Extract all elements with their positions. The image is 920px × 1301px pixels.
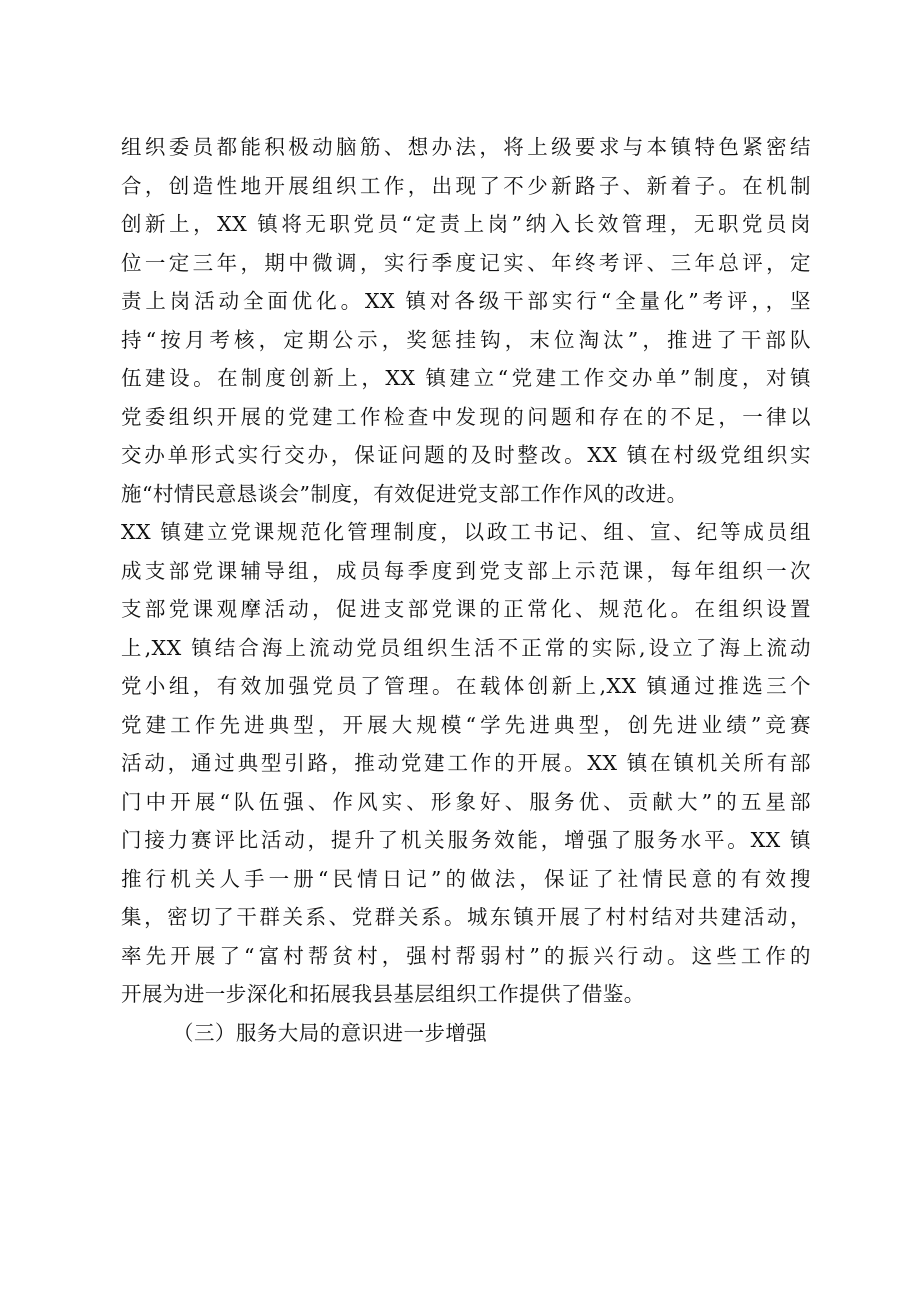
text-line: 创新上，XX 镇将无职党员“定责上岗”纳入长效管理，无职党员岗: [121, 212, 811, 236]
text-line: 集，密切了干群关系、党群关系。城东镇开展了村村结对共建活动，: [121, 905, 811, 929]
text-line: 开展为进一步深化和拓展我县基层组织工作提供了借鉴。: [121, 982, 645, 1006]
text-line: 支部党课观摩活动，促进支部党课的正常化、规范化。在组织设置: [121, 597, 811, 621]
section-heading: （三）服务大局的意识进一步增强: [173, 1020, 488, 1045]
text-line: 成支部党课辅导组，成员每季度到党支部上示范课，每年组织一次: [121, 558, 811, 583]
text-line: 组织委员都能积极动脑筋、想办法，将上级要求与本镇特色紧密结: [121, 135, 811, 159]
text-line: 党委组织开展的党建工作检查中发现的问题和存在的不足，一律以: [121, 404, 811, 429]
text-line: 党小组，有效加强党员了管理。在载体创新上,XX 镇通过推选三个: [121, 674, 811, 698]
text-line: 党建工作先进典型，开展大规模“学先进典型，创先进业绩”竞赛: [121, 712, 811, 737]
text-line: 合，创造性地开展组织工作，出现了不少新路子、新着子。在机制: [121, 173, 811, 198]
text-line: 活动，通过典型引路，推动党建工作的开展。XX 镇在镇机关所有部: [121, 751, 811, 775]
text-line: 上,XX 镇结合海上流动党员组织生活不正常的实际,设立了海上流动: [121, 635, 811, 660]
text-line: 门中开展“队伍强、作风实、形象好、服务优、贡献大”的五星部: [121, 789, 811, 814]
text-line: 伍建设。在制度创新上，XX 镇建立“党建工作交办单”制度，对镇: [121, 366, 811, 390]
body-text: [121, 128, 811, 1052]
text-line: 交办单形式实行交办，保证问题的及时整改。XX 镇在村级党组织实: [121, 443, 811, 467]
text-line: 施“村情民意恳谈会”制度，有效促进党支部工作作风的改进。: [121, 481, 688, 506]
text-line: 责上岗活动全面优化。XX 镇对各级干部实行“全量化”考评，，坚: [121, 289, 811, 313]
text-line: 推行机关人手一册“民情日记”的做法，保证了社情民意的有效搜: [121, 866, 811, 891]
text-line: 持“按月考核，定期公示，奖惩挂钩，末位淘汰”，推进了干部队: [121, 327, 811, 352]
text-line: 率先开展了“富村帮贫村，强村帮弱村”的振兴行动。这些工作的: [121, 943, 811, 968]
text-line: 门接力赛评比活动，提升了机关服务效能，增强了服务水平。XX 镇: [121, 828, 811, 852]
text-line: XX 镇建立党课规范化管理制度，以政工书记、组、宣、纪等成员组: [121, 520, 811, 544]
text-line: 位一定三年，期中微调，实行季度记实、年终考评、三年总评，定: [121, 250, 811, 275]
